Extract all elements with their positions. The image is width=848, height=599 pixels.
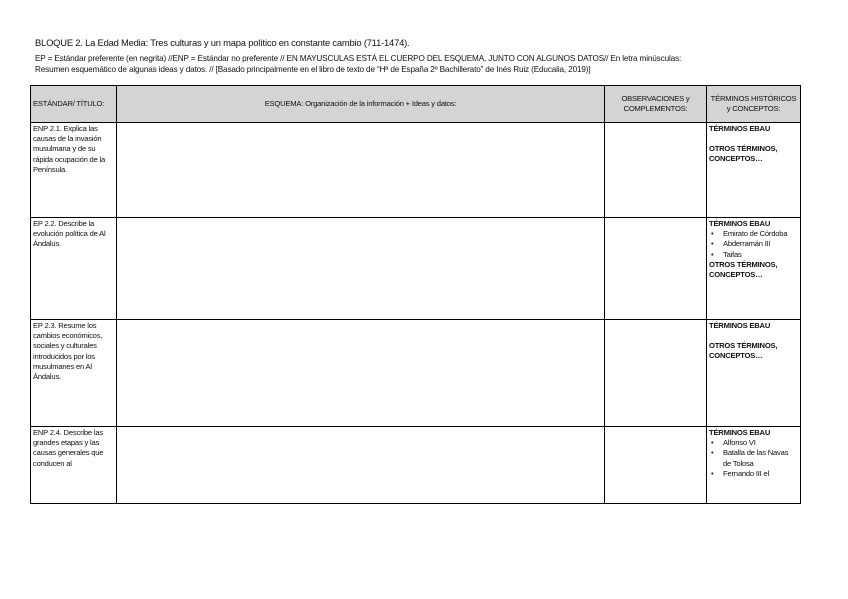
scheme-cell[interactable]: [117, 427, 605, 504]
term-item: • Fernando III el: [719, 469, 798, 479]
scheme-cell[interactable]: [117, 123, 605, 218]
table-row: [31, 427, 801, 504]
term-item: • Abderramán III: [719, 239, 798, 249]
terms-list: [709, 229, 798, 260]
column-header-standard: ESTÁNDAR/ TÍTULO:: [31, 86, 117, 123]
other-terms-heading: OTROS TÉRMINOS, CONCEPTOS…: [709, 144, 778, 164]
standard-cell: [31, 427, 117, 504]
observations-cell[interactable]: [605, 218, 707, 320]
legend-line-2: Resumen esquemático de algunas ideas y datos. // [Basado principalmente en el libro de texto de “Hª de España 2º Bachillerato” de Inés Ruiz (Educalia, 2019)]: [35, 65, 591, 74]
scheme-cell[interactable]: [117, 320, 605, 427]
scheme-cell[interactable]: [117, 218, 605, 320]
column-header-scheme: ESQUEMA: Organización de la información + Ideas y datos:: [117, 86, 605, 123]
observations-cell[interactable]: [605, 320, 707, 427]
table-row: [31, 123, 801, 218]
table-row: [31, 218, 801, 320]
legend-line-1: EP = Estándar preferente (en negrita) //ENP = Estándar no preferente // EN MAYUSCULAS ESTÁ EL CUERPO DEL ESQUEMA, JUNTO CON ALGUNOS DATOS// En letra minúsculas:: [35, 54, 682, 63]
terms-cell: [707, 320, 801, 427]
column-header-terms: TÉRMINOS HISTÓRICOS y CONCEPTOS:: [707, 86, 801, 123]
standard-cell: EP 2.3. Resume los cambios económicos, sociales y culturales introducidos por los musulmanes en Al Ándalus.: [31, 320, 117, 427]
terms-ebau-heading: TÉRMINOS EBAU: [709, 124, 771, 133]
column-header-observations: OBSERVACIONES y COMPLEMENTOS:: [605, 86, 707, 123]
page-title: BLOQUE 2. La Edad Media: Tres culturas y un mapa político en constante cambio (711-1474).: [35, 37, 410, 48]
observations-cell[interactable]: [605, 123, 707, 218]
terms-ebau-heading: TÉRMINOS EBAU: [709, 219, 771, 228]
terms-list: [709, 438, 798, 479]
terms-ebau-heading: TÉRMINOS EBAU: [709, 321, 771, 330]
terms-cell: [707, 123, 801, 218]
observations-cell[interactable]: [605, 427, 707, 504]
standard-text: ENP 2.4. Describe las grandes etapas y las causas generales que conducen al: [33, 428, 104, 468]
other-terms-heading: OTROS TÉRMINOS, CONCEPTOS…: [709, 259, 778, 280]
table-row: [31, 320, 801, 427]
term-item: • Taifas: [719, 250, 798, 260]
term-item: • Alfonso VI: [719, 438, 798, 448]
standard-cell: EP 2.2. Describe la evolución política de Al Ándalus.: [31, 218, 117, 320]
term-item: • Batalla de las Navas de Tolosa: [719, 448, 798, 468]
terms-cell: [707, 218, 801, 320]
outline-table: [30, 85, 801, 504]
term-item: • Emirato de Córdoba: [719, 229, 798, 239]
standard-cell: ENP 2.1. Explica las causas de la invasión musulmana y de su rápida ocupación de la Península.: [31, 123, 117, 218]
terms-cell: [707, 427, 801, 504]
table-header-row: [31, 86, 801, 123]
terms-ebau-heading: TÉRMINOS EBAU: [709, 428, 771, 437]
other-terms-heading: OTROS TÉRMINOS, CONCEPTOS…: [709, 341, 778, 361]
